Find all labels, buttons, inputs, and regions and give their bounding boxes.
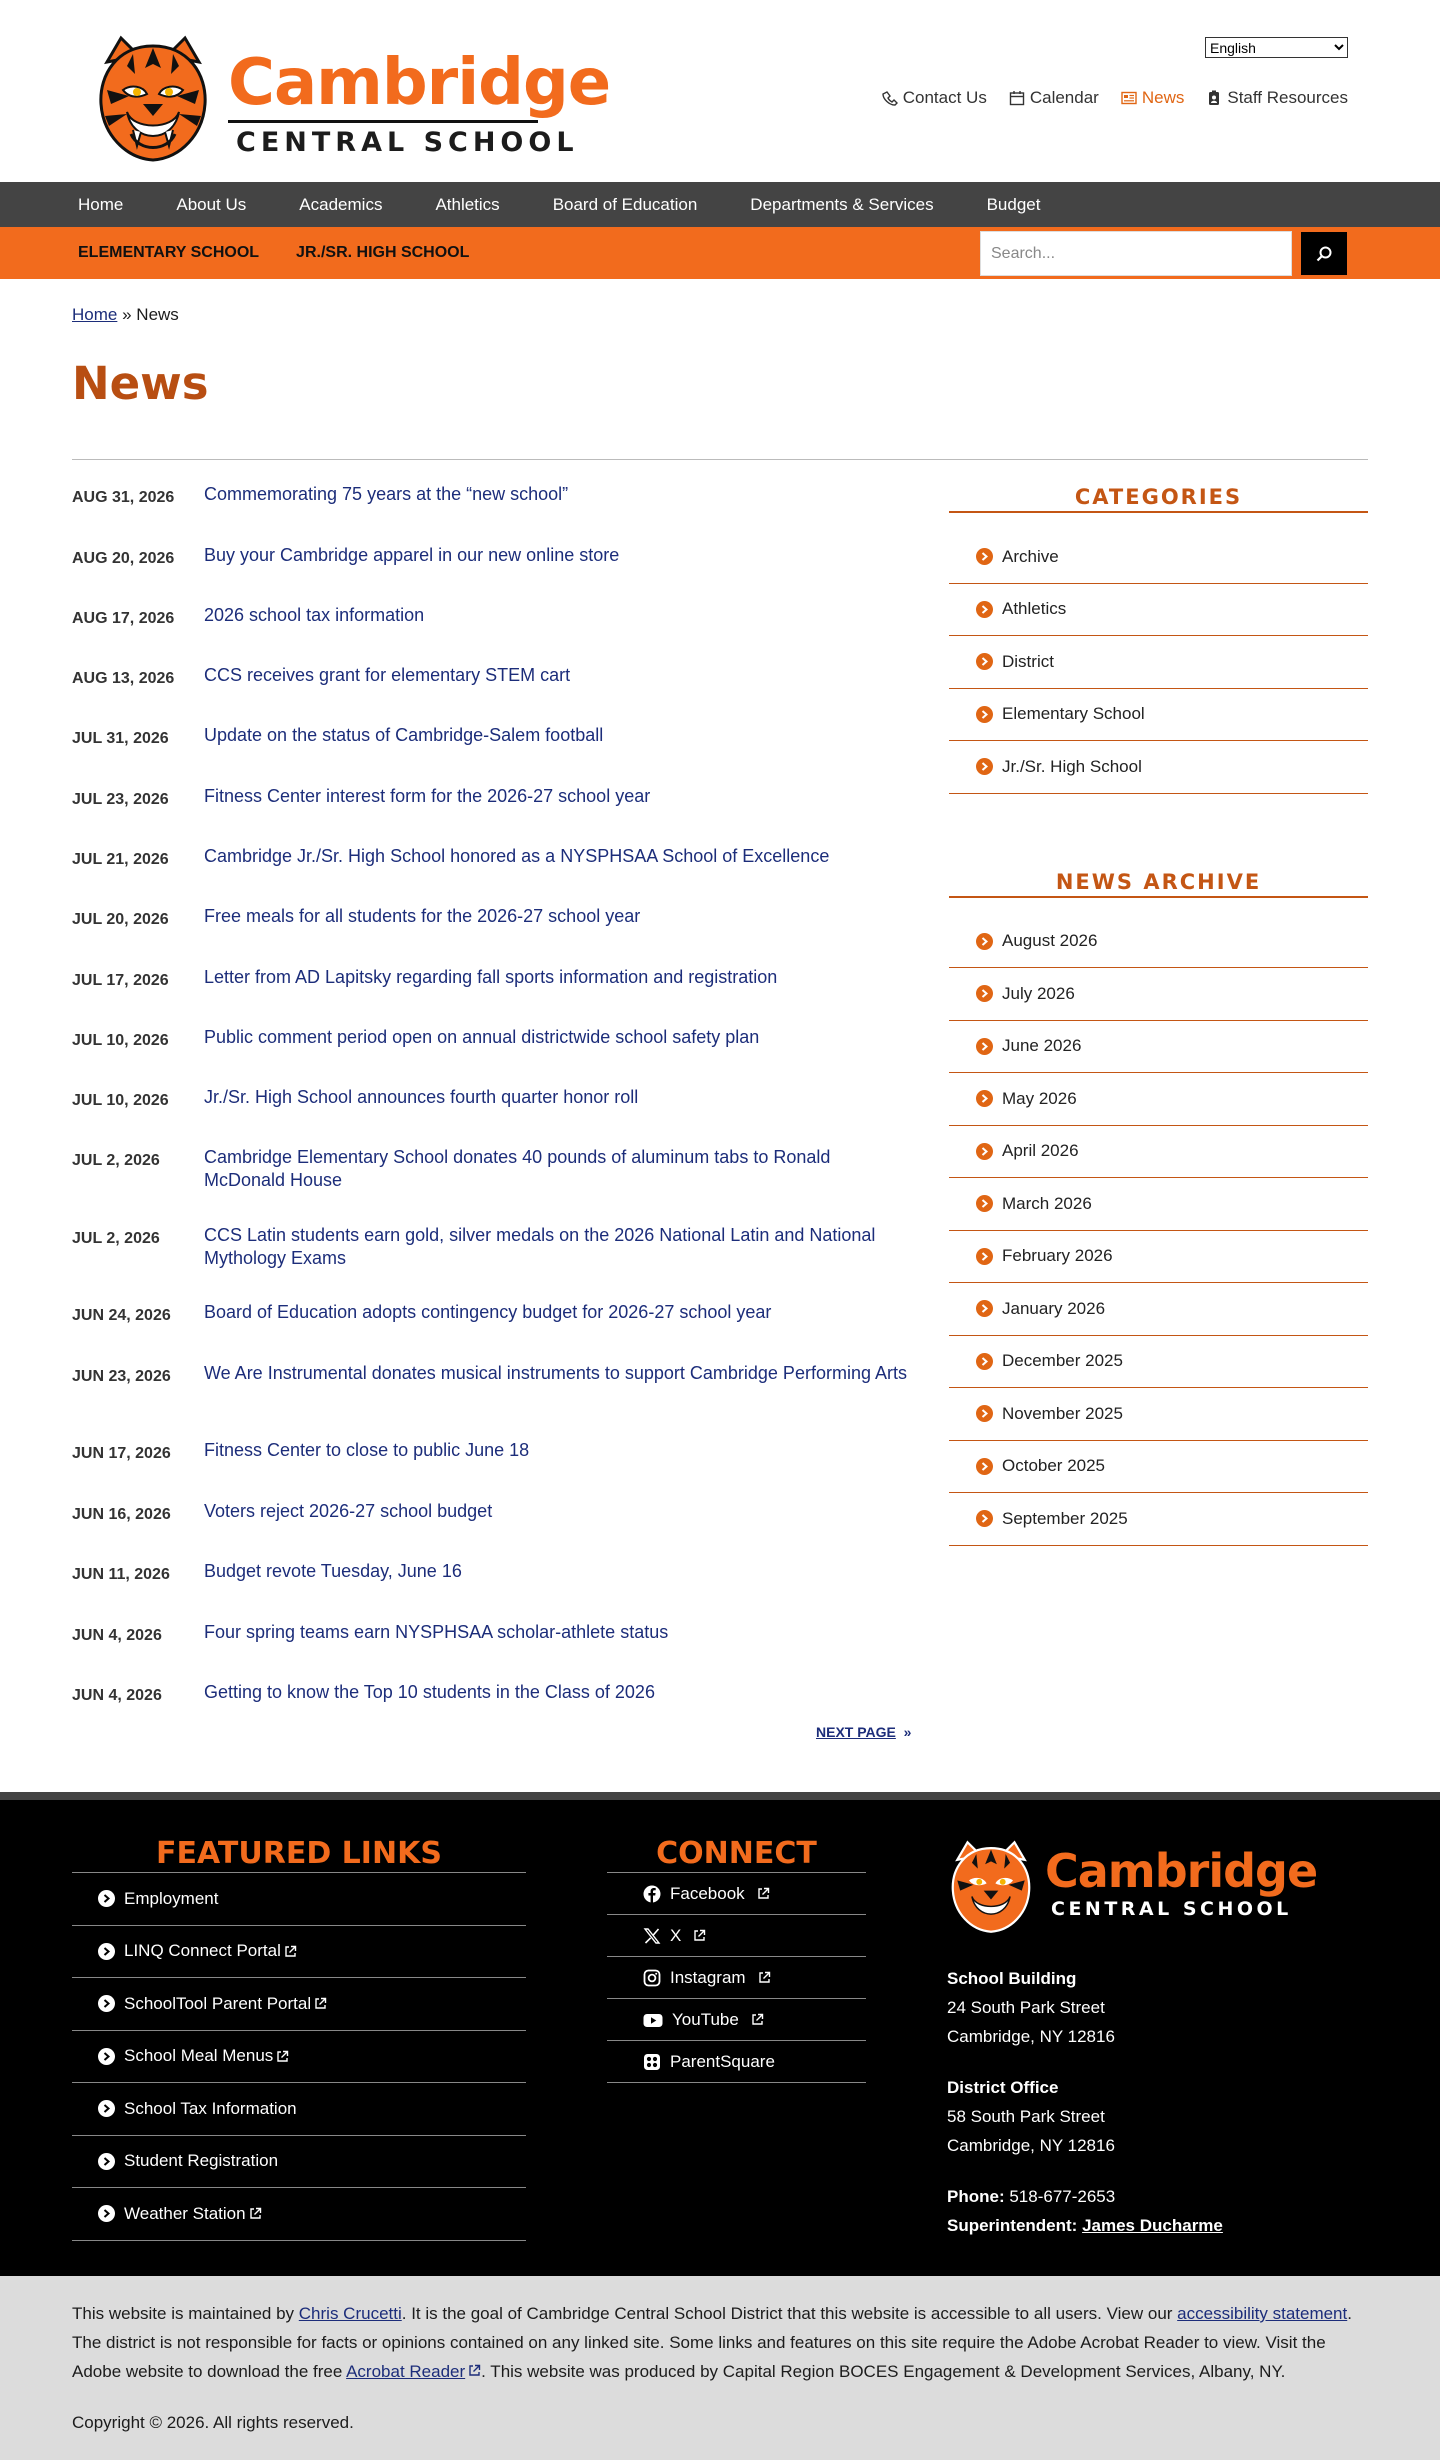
chevron-right-icon bbox=[976, 1090, 993, 1107]
archive-month-link[interactable] bbox=[949, 1126, 1368, 1179]
category-label: District bbox=[1002, 651, 1054, 671]
chevron-right-icon bbox=[98, 1943, 115, 1960]
archive-month-link[interactable] bbox=[949, 1073, 1368, 1126]
chevron-right-icon bbox=[98, 1995, 115, 2012]
news-date: JUL 10, 2026 bbox=[72, 1092, 169, 1109]
chevron-right-icon bbox=[976, 1510, 993, 1527]
archive-month-label: July 2026 bbox=[1002, 983, 1075, 1003]
featured-link[interactable] bbox=[72, 2188, 526, 2241]
copyright: Copyright © 2026. All rights reserved. bbox=[72, 2413, 354, 2432]
school-building-street: 24 South Park Street bbox=[947, 1998, 1105, 2017]
disclaimer-part-4: . This website was produced by Capital Region BOCES Engagement & Development Services, Albany, NY. bbox=[481, 2362, 1286, 2381]
chevron-right-icon bbox=[976, 601, 993, 618]
chevron-right-icon bbox=[976, 706, 993, 723]
youtube-label: YouTube bbox=[672, 2009, 739, 2029]
phone-icon bbox=[882, 90, 898, 106]
featured-link[interactable] bbox=[72, 2031, 526, 2084]
footer-logo-wordmark-bottom: CENTRAL SCHOOL bbox=[1051, 1898, 1292, 1920]
news-date: JUN 24, 2026 bbox=[72, 1307, 171, 1324]
category-label: Archive bbox=[1002, 546, 1059, 566]
archive-month-label: January 2026 bbox=[1002, 1298, 1106, 1318]
news-date: JUN 4, 2026 bbox=[72, 1687, 162, 1704]
news-date: JUL 31, 2026 bbox=[72, 730, 169, 747]
news-item bbox=[72, 664, 912, 724]
news-title-link[interactable]: Jr./Sr. High School announces fourth quarter honor roll bbox=[204, 1087, 639, 1107]
facebook-label: Facebook bbox=[670, 1883, 745, 1903]
archive-month-link[interactable] bbox=[949, 1441, 1368, 1494]
featured-link-label: School Meal Menus bbox=[124, 2046, 274, 2066]
news-title-link[interactable]: Fitness Center to close to public June 18 bbox=[204, 1440, 530, 1460]
chevron-right-icon bbox=[98, 2100, 115, 2117]
disclaimer-text bbox=[72, 2299, 1368, 2386]
category-link[interactable] bbox=[949, 584, 1368, 637]
news-date: AUG 17, 2026 bbox=[72, 610, 175, 627]
district-office-street: 58 South Park Street bbox=[947, 2107, 1105, 2126]
category-label: Jr./Sr. High School bbox=[1002, 756, 1142, 776]
nav-elementary-school[interactable]: ELEMENTARY SCHOOL bbox=[78, 244, 260, 261]
chevron-right-icon bbox=[976, 985, 993, 1002]
chevron-right-icon bbox=[976, 1248, 993, 1265]
chevron-right-icon bbox=[98, 1890, 115, 1907]
news-date: AUG 20, 2026 bbox=[72, 550, 175, 567]
archive-month-label: June 2026 bbox=[1002, 1036, 1082, 1056]
accessibility-statement-link[interactable]: accessibility statement bbox=[1177, 2304, 1348, 2323]
main-nav bbox=[0, 182, 1440, 227]
featured-link-label: School Tax Information bbox=[124, 2098, 297, 2118]
archive-month-label: February 2026 bbox=[1002, 1246, 1113, 1266]
phone-number: 518-677-2653 bbox=[1009, 2187, 1116, 2206]
news-title-link[interactable]: Four spring teams earn NYSPHSAA scholar-athlete status bbox=[204, 1622, 669, 1642]
external-link-icon bbox=[751, 2013, 764, 2026]
archive-month-label: May 2026 bbox=[1002, 1088, 1077, 1108]
news-date: JUL 20, 2026 bbox=[72, 911, 169, 928]
news-title-link[interactable]: Getting to know the Top 10 students in the Class of 2026 bbox=[204, 1682, 655, 1702]
category-link[interactable] bbox=[949, 636, 1368, 689]
footer-logo[interactable] bbox=[947, 1838, 1318, 1938]
parentsquare-link[interactable] bbox=[607, 2041, 866, 2083]
external-link-icon bbox=[693, 1929, 706, 1942]
breadcrumb-current: News bbox=[136, 305, 179, 324]
title-divider bbox=[72, 459, 1368, 460]
archive-month-link[interactable] bbox=[949, 1178, 1368, 1231]
news-item bbox=[72, 544, 912, 604]
news-date: JUL 2, 2026 bbox=[72, 1152, 160, 1169]
news-item bbox=[72, 1439, 912, 1500]
featured-links-heading: FEATURED LINKS bbox=[156, 1836, 442, 1871]
news-title-link[interactable]: 2026 school tax information bbox=[204, 605, 425, 625]
x-link[interactable] bbox=[607, 1915, 866, 1957]
chevron-right-icon bbox=[976, 1300, 993, 1317]
logo-rule bbox=[228, 120, 538, 123]
news-title-link[interactable]: Buy your Cambridge apparel in our new online store bbox=[204, 545, 620, 565]
category-link[interactable] bbox=[949, 689, 1368, 742]
external-link-icon bbox=[468, 2364, 481, 2377]
superintendent-link[interactable]: James Ducharme bbox=[1082, 2216, 1223, 2235]
logo-wordmark-bottom: CENTRAL SCHOOL bbox=[236, 127, 579, 158]
nav-about-us[interactable]: About Us bbox=[176, 194, 247, 214]
news-sidebar bbox=[949, 485, 1368, 1546]
school-building-label: School Building bbox=[947, 1969, 1077, 1988]
external-link-icon bbox=[314, 1997, 327, 2010]
footer-top-bar bbox=[0, 1792, 1440, 1800]
archive-month-link[interactable] bbox=[949, 1388, 1368, 1441]
chevron-right-icon bbox=[976, 1143, 993, 1160]
news-item bbox=[72, 1362, 912, 1439]
featured-link[interactable] bbox=[72, 1926, 526, 1979]
chevron-right-icon bbox=[976, 653, 993, 670]
archive-month-label: November 2025 bbox=[1002, 1403, 1123, 1423]
category-label: Athletics bbox=[1002, 599, 1067, 619]
page-title: News bbox=[72, 357, 209, 410]
news-list bbox=[72, 483, 912, 1741]
nav-departments-services[interactable]: Departments & Services bbox=[750, 194, 934, 214]
news-title-link[interactable]: Update on the status of Cambridge-Salem football bbox=[204, 725, 604, 745]
archive-month-label: August 2026 bbox=[1002, 931, 1098, 951]
news-item bbox=[72, 1146, 912, 1224]
news-item bbox=[72, 1026, 912, 1086]
phone-label: Phone: bbox=[947, 2187, 1005, 2206]
news-date: JUL 10, 2026 bbox=[72, 1032, 169, 1049]
superintendent-label: Superintendent: bbox=[947, 2216, 1078, 2235]
language-select[interactable] bbox=[1205, 37, 1348, 58]
school-building-city: Cambridge, NY 12816 bbox=[947, 2027, 1115, 2046]
chevron-right-icon bbox=[976, 1353, 993, 1370]
chevron-right-icon bbox=[976, 548, 993, 565]
site-header bbox=[0, 0, 1440, 182]
site-disclaimer bbox=[0, 2276, 1440, 2460]
news-item bbox=[72, 1301, 912, 1362]
calendar-icon bbox=[1009, 90, 1025, 106]
archive-month-link[interactable] bbox=[949, 916, 1368, 969]
nav-jr-sr-high-school[interactable]: JR./SR. HIGH SCHOOL bbox=[296, 244, 470, 261]
news-title-link[interactable]: Budget revote Tuesday, June 16 bbox=[204, 1561, 462, 1581]
categories-list bbox=[949, 531, 1368, 794]
news-item bbox=[72, 1560, 912, 1621]
news-item bbox=[72, 905, 912, 966]
news-item bbox=[72, 1681, 912, 1741]
news-date: AUG 13, 2026 bbox=[72, 670, 175, 687]
archive-month-label: September 2025 bbox=[1002, 1508, 1128, 1528]
tiger-logo-icon bbox=[947, 1838, 1035, 1936]
news-date: AUG 31, 2026 bbox=[72, 489, 175, 506]
news-item bbox=[72, 1086, 912, 1146]
youtube-icon bbox=[643, 2011, 663, 2029]
news-link[interactable] bbox=[1121, 88, 1185, 108]
badge-icon bbox=[1206, 90, 1222, 106]
news-date: JUN 16, 2026 bbox=[72, 1506, 171, 1523]
news-date: JUN 17, 2026 bbox=[72, 1445, 171, 1462]
archive-month-link[interactable] bbox=[949, 1021, 1368, 1074]
news-title-link[interactable]: CCS Latin students earn gold, silver medals on the 2026 National Latin and National Mythology Exams bbox=[204, 1225, 876, 1268]
news-title-link[interactable]: Board of Education adopts contingency budget for 2026-27 school year bbox=[204, 1302, 772, 1322]
nav-budget[interactable]: Budget bbox=[986, 194, 1041, 214]
news-date: JUL 21, 2026 bbox=[72, 851, 169, 868]
news-title-link[interactable]: Letter from AD Lapitsky regarding fall sports information and registration bbox=[204, 967, 778, 987]
x-label: X bbox=[670, 1925, 682, 1945]
news-item bbox=[72, 845, 912, 905]
featured-link-label: SchoolTool Parent Portal bbox=[124, 1993, 312, 2013]
newspaper-icon bbox=[1121, 90, 1137, 106]
maintainer-link[interactable]: Chris Crucetti bbox=[298, 2304, 402, 2323]
disclaimer-part-1: This website is maintained by bbox=[72, 2304, 299, 2323]
nav-home[interactable]: Home bbox=[78, 194, 124, 214]
chevron-right-icon bbox=[98, 2205, 115, 2222]
disclaimer-part-3: . The district is not responsible for facts or opinions contained on any linked site. Some links and features on this site require the Adobe Acrobat Reader to view. Visit the Adobe website to download the free bbox=[72, 2304, 1352, 2381]
featured-link[interactable] bbox=[72, 2083, 526, 2136]
next-page-link[interactable] bbox=[816, 1724, 911, 1740]
breadcrumb-separator: » bbox=[122, 305, 132, 324]
archive-month-link[interactable] bbox=[949, 1493, 1368, 1546]
archive-month-link[interactable] bbox=[949, 968, 1368, 1021]
news-archive-heading: NEWS ARCHIVE bbox=[949, 870, 1368, 898]
connect-heading: CONNECT bbox=[656, 1836, 817, 1871]
district-office-city: Cambridge, NY 12816 bbox=[947, 2136, 1115, 2155]
instagram-link[interactable] bbox=[607, 1957, 866, 1999]
x-icon bbox=[643, 1927, 661, 1945]
news-date: JUL 2, 2026 bbox=[72, 1230, 160, 1247]
news-title-link[interactable]: Free meals for all students for the 2026-27 school year bbox=[204, 906, 641, 926]
news-date: JUN 4, 2026 bbox=[72, 1627, 162, 1644]
calendar-label: Calendar bbox=[1029, 88, 1099, 107]
chevron-right-icon bbox=[976, 1195, 993, 1212]
category-label: Elementary School bbox=[1002, 704, 1145, 724]
featured-link-label: Weather Station bbox=[124, 2203, 246, 2223]
featured-link-label: Student Registration bbox=[124, 2151, 279, 2171]
news-title-link[interactable]: We Are Instrumental donates musical instruments to support Cambridge Performing Arts bbox=[204, 1363, 907, 1383]
next-page-arrow: » bbox=[903, 1724, 912, 1740]
parentsquare-icon bbox=[643, 2053, 661, 2071]
chevron-right-icon bbox=[98, 2153, 115, 2170]
staff-resources-label: Staff Resources bbox=[1227, 88, 1348, 107]
external-link-icon bbox=[276, 2050, 289, 2063]
archive-month-link[interactable] bbox=[949, 1336, 1368, 1389]
contact-us-label: Contact Us bbox=[902, 88, 987, 107]
contact-us-link[interactable] bbox=[882, 88, 987, 108]
utility-nav bbox=[0, 88, 1348, 108]
external-link-icon bbox=[249, 2207, 262, 2220]
news-date: JUN 11, 2026 bbox=[72, 1566, 170, 1583]
featured-link[interactable] bbox=[72, 2136, 526, 2189]
archive-month-label: October 2025 bbox=[1002, 1456, 1106, 1476]
next-page-label: NEXT PAGE bbox=[816, 1724, 896, 1740]
breadcrumb bbox=[72, 305, 179, 325]
facebook-link[interactable] bbox=[607, 1873, 866, 1915]
archive-month-label: April 2026 bbox=[1002, 1141, 1079, 1161]
categories-heading: CATEGORIES bbox=[949, 485, 1368, 513]
nav-academics[interactable]: Academics bbox=[299, 194, 383, 214]
featured-link[interactable] bbox=[72, 1873, 526, 1926]
news-item bbox=[72, 785, 912, 845]
chevron-right-icon bbox=[976, 1458, 993, 1475]
news-item bbox=[72, 966, 912, 1026]
news-title-link[interactable]: Cambridge Jr./Sr. High School honored as a NYSPHSAA School of Excellence bbox=[204, 846, 830, 866]
search-button[interactable] bbox=[1301, 232, 1347, 275]
chevron-right-icon bbox=[98, 2048, 115, 2065]
nav-board-of-education[interactable]: Board of Education bbox=[552, 194, 698, 214]
youtube-link[interactable] bbox=[607, 1999, 866, 2041]
news-item bbox=[72, 483, 912, 544]
acrobat-reader-label: Acrobat Reader bbox=[346, 2362, 466, 2381]
external-link-icon bbox=[757, 1887, 770, 1900]
search-icon bbox=[1315, 245, 1333, 263]
featured-link[interactable] bbox=[72, 1978, 526, 2031]
category-link[interactable] bbox=[949, 531, 1368, 584]
chevron-right-icon bbox=[976, 933, 993, 950]
footer-logo-wordmark-top: Cambridge bbox=[1045, 1844, 1318, 1898]
archive-month-link[interactable] bbox=[949, 1231, 1368, 1284]
nav-athletics[interactable]: Athletics bbox=[435, 194, 500, 214]
main-content bbox=[0, 279, 1440, 1792]
chevron-right-icon bbox=[976, 1038, 993, 1055]
external-link-icon bbox=[284, 1945, 297, 1958]
news-date: JUN 23, 2026 bbox=[72, 1368, 171, 1385]
news-title-link[interactable]: Voters reject 2026-27 school budget bbox=[204, 1501, 493, 1521]
connect-list bbox=[607, 1872, 866, 2083]
disclaimer-part-2: . It is the goal of Cambridge Central School District that this website is accessible to all users. View our bbox=[401, 2304, 1178, 2323]
logo-wordmark-top: Cambridge bbox=[228, 46, 611, 120]
featured-links-list bbox=[72, 1872, 526, 2241]
parentsquare-label: ParentSquare bbox=[670, 2051, 775, 2071]
featured-link-label: LINQ Connect Portal bbox=[124, 1941, 281, 1961]
footer-contact-info bbox=[947, 1964, 1223, 2240]
news-title-link[interactable]: Fitness Center interest form for the 2026-27 school year bbox=[204, 786, 651, 806]
facebook-icon bbox=[643, 1885, 661, 1903]
chevron-right-icon bbox=[976, 1405, 993, 1422]
news-date: JUL 23, 2026 bbox=[72, 791, 169, 808]
news-archive-list bbox=[949, 916, 1368, 1546]
staff-resources-link[interactable] bbox=[1206, 88, 1348, 108]
news-label: News bbox=[1141, 88, 1185, 107]
acrobat-reader-link[interactable] bbox=[346, 2362, 481, 2381]
news-item bbox=[72, 1224, 912, 1301]
archive-month-label: December 2025 bbox=[1002, 1351, 1123, 1371]
news-title-link[interactable]: CCS receives grant for elementary STEM cart bbox=[204, 665, 571, 685]
breadcrumb-home-link[interactable]: Home bbox=[72, 305, 118, 324]
featured-link-label: Employment bbox=[124, 1888, 219, 1908]
chevron-right-icon bbox=[976, 758, 993, 775]
news-title-link[interactable]: Commemorating 75 years at the “new school” bbox=[204, 484, 569, 504]
district-office-label: District Office bbox=[947, 2078, 1059, 2097]
school-nav bbox=[0, 227, 1440, 279]
news-date: JUL 17, 2026 bbox=[72, 972, 169, 989]
search-input[interactable]: Search... bbox=[980, 231, 1292, 276]
instagram-icon bbox=[643, 1969, 661, 1987]
calendar-link[interactable] bbox=[1009, 88, 1099, 108]
news-title-link[interactable]: Public comment period open on annual districtwide school safety plan bbox=[204, 1027, 760, 1047]
news-title-link[interactable]: Cambridge Elementary School donates 40 pounds of aluminum tabs to Ronald McDonald House bbox=[204, 1147, 831, 1190]
site-footer bbox=[0, 1800, 1440, 2276]
external-link-icon bbox=[758, 1971, 771, 1984]
archive-month-link[interactable] bbox=[949, 1283, 1368, 1336]
news-item bbox=[72, 1621, 912, 1681]
news-item bbox=[72, 1500, 912, 1560]
instagram-label: Instagram bbox=[670, 1967, 746, 1987]
category-link[interactable] bbox=[949, 741, 1368, 794]
news-item bbox=[72, 724, 912, 785]
news-item bbox=[72, 604, 912, 664]
archive-month-label: March 2026 bbox=[1002, 1193, 1092, 1213]
